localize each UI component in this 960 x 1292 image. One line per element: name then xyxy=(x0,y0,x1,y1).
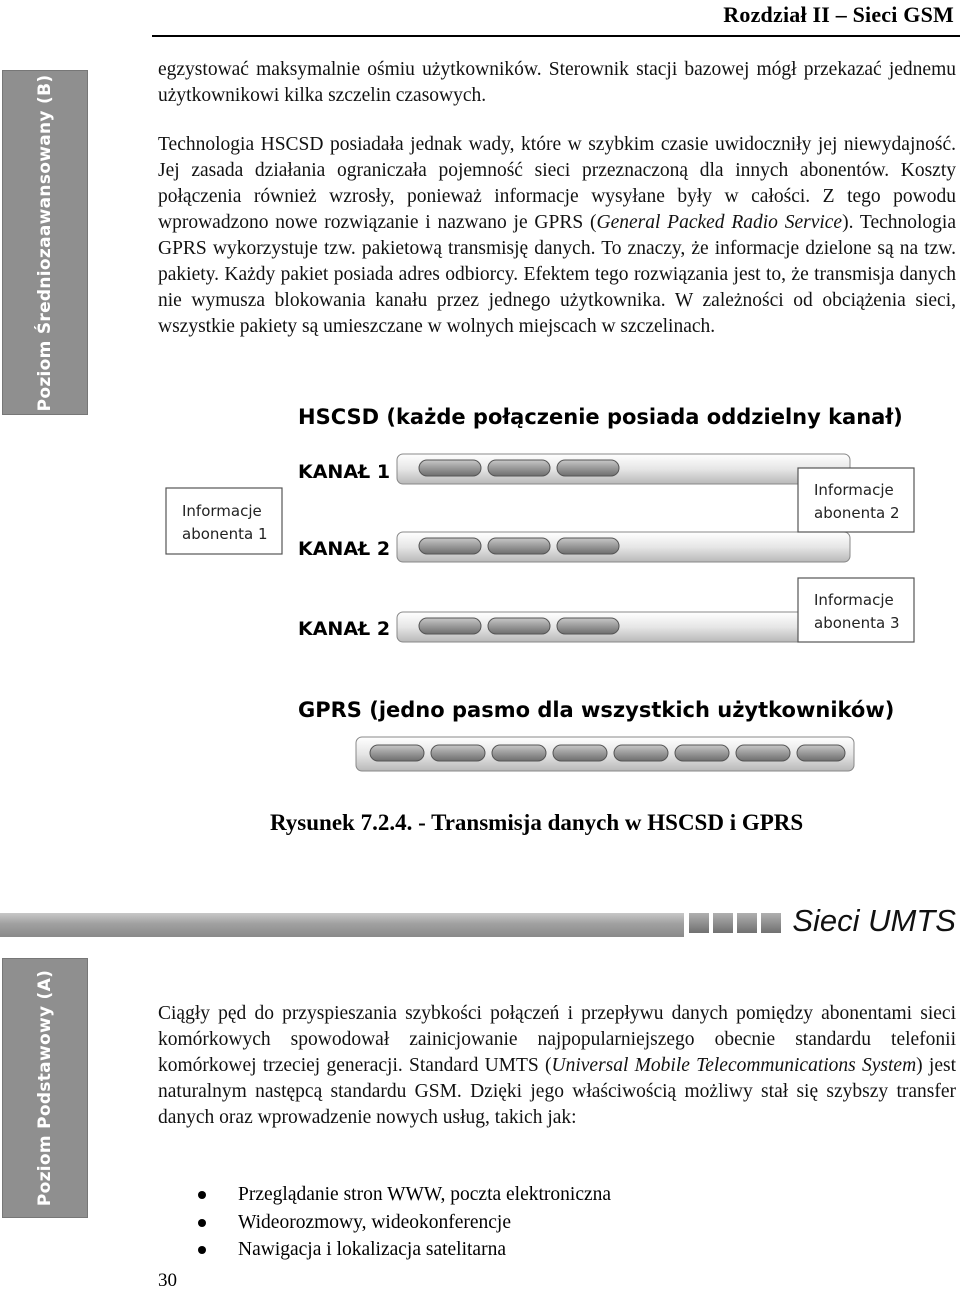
subscriber-box-line1: Informacje xyxy=(814,481,894,499)
services-list xyxy=(196,1181,611,1264)
gprs-title: GPRS (jedno pasmo dla wszystkich użytkowników) xyxy=(298,698,895,722)
section-header-bar xyxy=(0,913,684,937)
data-packet xyxy=(557,538,619,554)
data-packet xyxy=(492,745,546,761)
list-item-text: Przeglądanie stron WWW, poczta elektroniczna xyxy=(238,1184,612,1205)
data-packet xyxy=(370,745,424,761)
channel-row-2 xyxy=(298,532,850,562)
chapter-title: Rozdział II – Sieci GSM xyxy=(723,2,954,27)
list-item xyxy=(196,1236,611,1264)
data-packet xyxy=(797,745,845,761)
hscsd-gprs-diagram xyxy=(160,392,960,792)
section-title: Sieci UMTS xyxy=(792,903,956,938)
side-tab-level-a-label: Poziom Podstawowy (A) xyxy=(35,969,55,1207)
decor-square xyxy=(713,913,733,933)
page-number: 30 xyxy=(158,1270,177,1291)
umts-expansion: Universal Mobile Telecommunications System xyxy=(551,1055,917,1076)
side-tab-level-b-label: Poziom Średniozaawansowany (B) xyxy=(35,74,55,411)
decor-square xyxy=(689,913,709,933)
data-packet xyxy=(488,538,550,554)
data-packet xyxy=(736,745,790,761)
paragraph-hscsd-gprs-part2: ). Technologia GPRS wykorzystuje tzw. pakietową transmisję danych. To znaczy, że informacje dzielone są na tzw. pakiety. Każdy pakiet posiada adres odbiorcy. Efektem tego rozwiązania jest to, że transmisja danych nie wymusza blokowania kanału przez jednego użytkownika. W zależności od obciążenia sieci, wszystkie pakiety są umieszczane w wolnych miejscach w szczelinach. xyxy=(158,212,957,337)
list-item-text: Wideorozmowy, wideokonferencje xyxy=(238,1211,512,1233)
subscriber-box-line2: abonenta 2 xyxy=(814,504,900,522)
figure-caption: Rysunek 7.2.4. - Transmisja danych w HSCSD i GPRS xyxy=(270,810,804,835)
header-rule xyxy=(152,35,960,37)
gprs-expansion: General Packed Radio Service xyxy=(596,212,843,233)
data-packet xyxy=(557,618,619,634)
decor-square xyxy=(737,913,757,933)
bullet-icon xyxy=(198,1191,206,1199)
list-item-text: Nawigacja i lokalizacja satelitarna xyxy=(238,1239,506,1260)
list-item xyxy=(196,1209,611,1237)
channel-row-1 xyxy=(298,454,850,484)
paragraph-hscsd-gprs-part1: Technologia HSCSD posiadała jednak wady, które w szybkim czasie uwidoczniły jej niewydajność. Jej zasada działania ograniczała pojemność sieci przeznaczoną dla innych abonentów. Koszty połączenia również wzrosły, ponieważ informacje wysyłane były w całości. Z tego powodu wprowadzono nowe rozwiązanie i nazwano je GPRS ( xyxy=(158,134,956,233)
data-packet xyxy=(553,745,607,761)
paragraph-umts-part1: Ciągły pęd do przyspieszania szybkości połączeń i przepływu danych pomiędzy abonentami sieci komórkowych spowodował zainicjowanie najpopularniejszego obecnie standardu telefonii komórkowej trzeciej generacji. Standard UMTS ( xyxy=(158,1003,956,1076)
data-packet xyxy=(488,618,550,634)
data-packet xyxy=(419,460,481,476)
subscriber-box-line2: abonenta 1 xyxy=(182,525,268,543)
hscsd-title: HSCSD (każde połączenie posiada oddzielny kanał) xyxy=(298,405,903,429)
subscriber-box-line2: abonenta 3 xyxy=(814,614,900,632)
channel-label: KANAŁ 1 xyxy=(298,461,391,483)
subscriber-box-line1: Informacje xyxy=(814,591,894,609)
subscriber-box-1 xyxy=(166,488,282,554)
channel-row-3 xyxy=(298,612,850,642)
data-packet xyxy=(419,538,481,554)
bullet-icon xyxy=(198,1246,206,1254)
subscriber-box-line1: Informacje xyxy=(182,502,262,520)
list-item xyxy=(196,1181,611,1209)
decor-square xyxy=(761,913,781,933)
paragraph-umts-part2: ) jest naturalnym następcą standardu GSM. Dzięki jego właściwością możliwy stał się szybszy transfer danych oraz wprowadzenie nowych usług, takich jak: xyxy=(158,1055,956,1128)
side-tab-level-a xyxy=(2,958,88,1218)
paragraph-hscsd-gprs xyxy=(158,132,956,340)
channel-label: KANAŁ 2 xyxy=(298,538,391,560)
data-packet xyxy=(557,460,619,476)
side-tab-level-b xyxy=(2,70,88,415)
data-packet xyxy=(419,618,481,634)
paragraph-umts xyxy=(158,1001,956,1131)
gprs-shared-band xyxy=(356,737,854,771)
data-packet xyxy=(675,745,729,761)
data-packet xyxy=(488,460,550,476)
data-packet xyxy=(431,745,485,761)
subscriber-box-2 xyxy=(798,468,914,532)
channel-label: KANAŁ 2 xyxy=(298,618,391,640)
paragraph-intro: egzystować maksymalnie ośmiu użytkowników. Sterownik stacji bazowej mógł przekazać jednemu użytkownikowi kilka szczelin czasowych. xyxy=(158,59,956,106)
subscriber-box-3 xyxy=(798,578,914,642)
data-packet xyxy=(614,745,668,761)
bullet-icon xyxy=(198,1219,206,1227)
